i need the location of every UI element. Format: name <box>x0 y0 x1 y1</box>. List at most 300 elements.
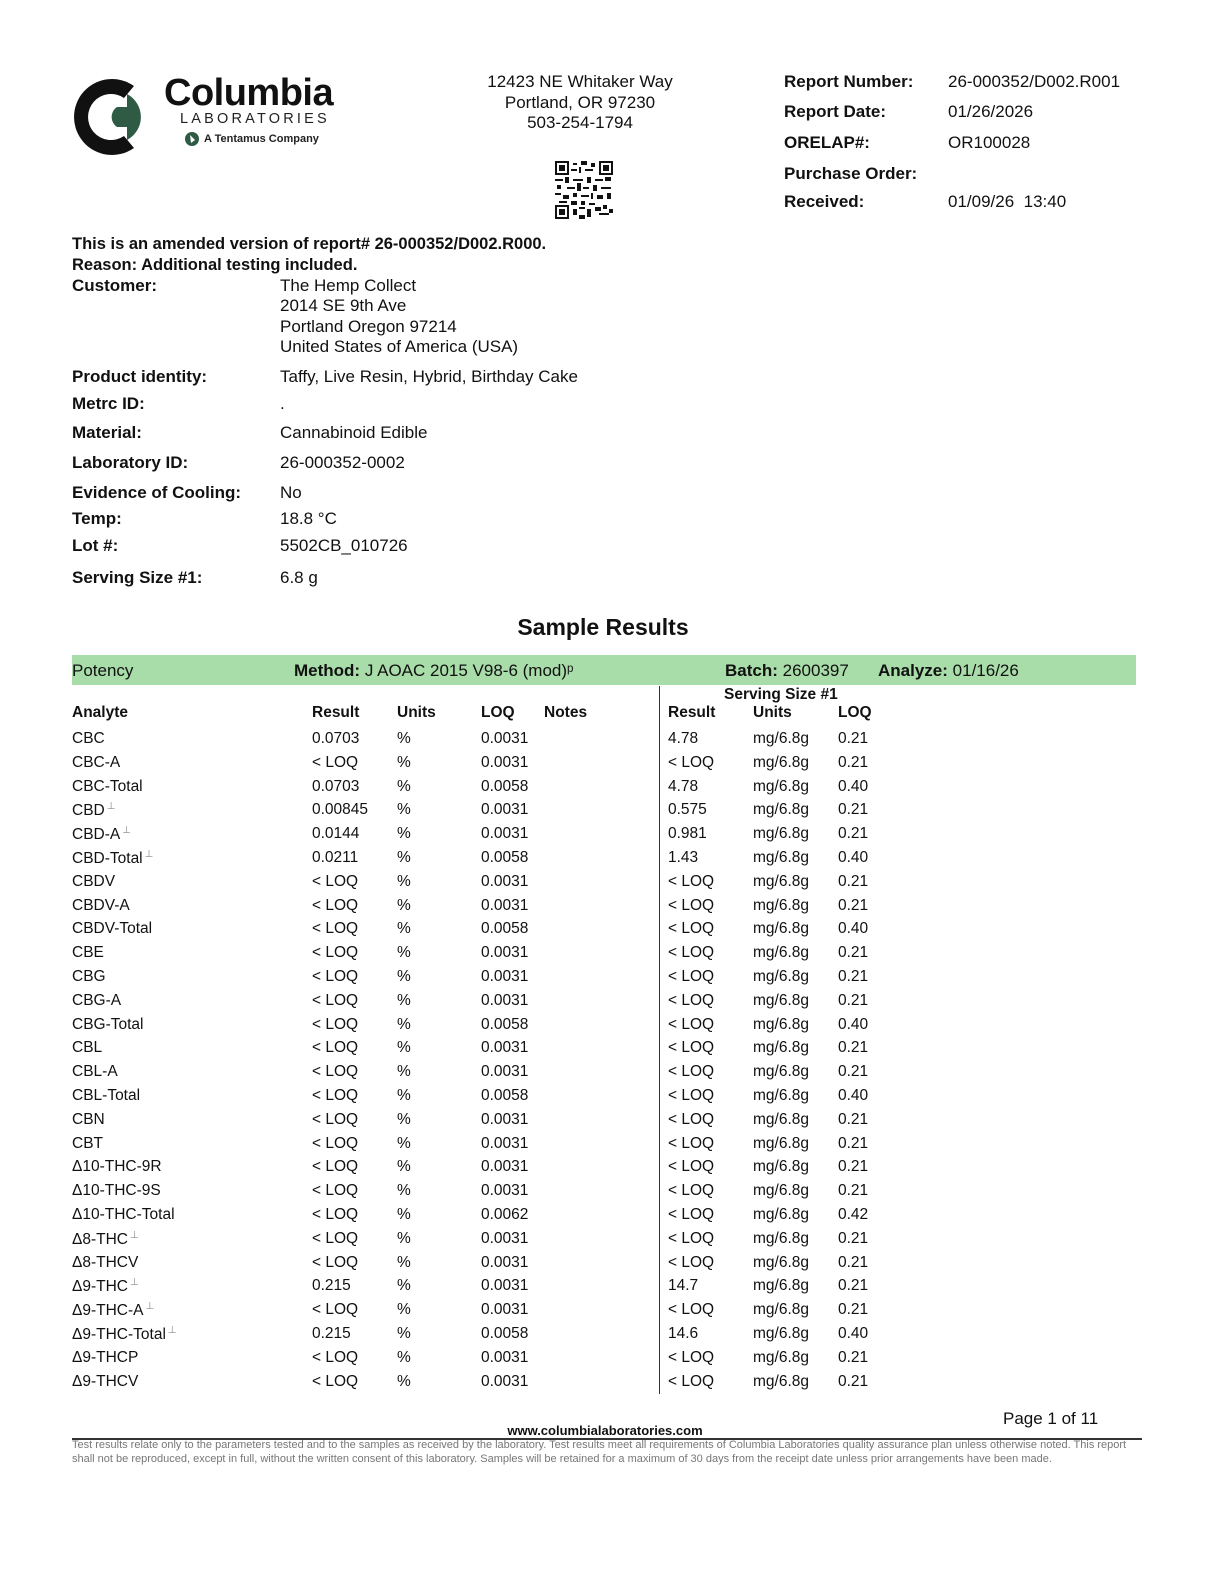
serving-units-cell-text: mg/6.8g <box>753 1206 810 1223</box>
analyte-cell-text: Δ9-THCP <box>72 1348 139 1366</box>
units-cell <box>397 1230 411 1248</box>
serving-loq-cell-text: 0.21 <box>838 1253 869 1271</box>
loq-cell <box>481 1301 528 1319</box>
analyte-cell <box>72 944 104 962</box>
units-cell-text: % <box>397 1325 411 1342</box>
evidence-of-cooling: No <box>280 483 302 502</box>
serving-units-cell <box>753 920 809 938</box>
table-row <box>0 801 1224 825</box>
result-cell-text: < LOQ <box>312 920 359 938</box>
analyte-cell <box>72 1111 105 1129</box>
units-cell-text: % <box>397 1348 411 1366</box>
serving-units-cell <box>753 825 809 843</box>
loq-cell-text: 0.0031 <box>481 1301 529 1319</box>
method-label: Method: <box>294 661 361 680</box>
serving-loq-cell <box>838 1373 868 1391</box>
serving-loq-cell-text: 0.21 <box>838 1277 869 1295</box>
result-cell-text: < LOQ <box>312 1372 359 1390</box>
serving-loq-cell <box>838 825 868 843</box>
serving-result-cell-text: 4.78 <box>668 777 699 795</box>
units-cell <box>397 1158 411 1176</box>
serving-units-cell <box>753 1254 809 1272</box>
header-serving-result: Result <box>668 704 716 721</box>
serving-loq-cell-text: 0.21 <box>838 1158 869 1176</box>
address-line-1: 12423 NE Whitaker Way <box>487 72 673 91</box>
lab-address <box>460 72 700 134</box>
result-cell <box>312 778 359 796</box>
serving-units-cell-text: mg/6.8g <box>753 968 810 985</box>
footnote-mark-icon: ⊥ <box>145 1301 155 1313</box>
serving-result-cell <box>668 1111 714 1129</box>
serving-result-cell-text: < LOQ <box>668 1372 715 1390</box>
analyte-cell-text: CBDV <box>72 872 116 890</box>
analyte-cell-text: CBD <box>72 802 105 820</box>
batch-value: 2600397 <box>782 661 849 680</box>
serving-size: 6.8 g <box>280 568 318 587</box>
loq-cell-text: 0.0031 <box>481 1110 529 1128</box>
units-cell-text: % <box>397 1229 411 1247</box>
customer-street: 2014 SE 9th Ave <box>280 296 407 315</box>
serving-result-cell-text: < LOQ <box>668 1182 715 1200</box>
tentamus-leaf-icon <box>184 131 200 147</box>
loq-cell <box>481 897 528 915</box>
result-cell <box>312 1254 358 1272</box>
serving-loq-cell <box>838 1349 868 1367</box>
units-cell-text: % <box>397 1039 411 1057</box>
result-cell <box>312 1230 358 1248</box>
address-line-2: Portland, OR 97230 <box>504 92 656 112</box>
footnote-mark-icon: ⊥ <box>130 1277 139 1289</box>
serving-units-cell <box>753 778 809 796</box>
method <box>294 661 573 681</box>
analyte-cell <box>72 754 120 772</box>
units-cell <box>397 1182 411 1200</box>
customer-city: Portland Oregon 97214 <box>280 317 457 336</box>
serving-units-cell <box>753 1039 809 1057</box>
batch <box>725 661 849 681</box>
header-units: Units <box>397 704 436 721</box>
analyte-cell-text: CBC-A <box>72 753 121 771</box>
loq-cell-text: 0.0058 <box>481 920 529 938</box>
serving-loq-cell-text: 0.21 <box>838 801 869 819</box>
serving-result-cell <box>668 1039 714 1057</box>
serving-result-cell-text: 14.7 <box>668 1277 699 1295</box>
logo-subtitle: LABORATORIES <box>180 111 330 127</box>
analyte-cell <box>72 1230 139 1249</box>
section-title: Sample Results <box>517 614 689 640</box>
result-cell <box>312 1135 358 1153</box>
analyte-cell-text: Δ9-THC-Total <box>72 1326 166 1344</box>
result-cell-text: 0.0703 <box>312 777 360 795</box>
footnote-mark-icon: ⊥ <box>144 849 154 860</box>
result-cell-text: < LOQ <box>312 1039 359 1057</box>
analyte-cell-text: CBC <box>72 730 105 747</box>
table-row <box>0 968 1224 992</box>
serving-result-cell <box>668 1206 714 1224</box>
serving-loq-cell <box>838 1016 868 1034</box>
loq-cell <box>481 1182 528 1200</box>
analyte-cell-text: CBD-A <box>72 826 121 844</box>
result-cell <box>312 920 358 938</box>
serving-result-cell <box>668 1277 698 1295</box>
units-cell-text: % <box>397 849 411 866</box>
serving-units-cell <box>753 1182 809 1200</box>
analyte-cell <box>72 1373 138 1391</box>
table-row <box>0 1349 1224 1373</box>
serving-loq-cell-text: 0.40 <box>838 849 869 866</box>
result-cell <box>312 1087 358 1105</box>
serving-units-cell <box>753 1230 809 1248</box>
loq-cell-text: 0.0031 <box>481 1277 529 1295</box>
table-row <box>0 944 1224 968</box>
serving-result-cell-text: < LOQ <box>668 1110 715 1128</box>
serving-units-cell <box>753 1135 809 1153</box>
loq-cell-text: 0.0031 <box>481 1348 529 1366</box>
report-date: 01/26/2026 <box>948 102 1034 121</box>
table-row <box>0 992 1224 1016</box>
amendment-reason: Reason: Additional testing included. <box>72 256 358 274</box>
units-cell <box>397 992 411 1010</box>
serving-units-cell <box>753 1349 809 1367</box>
units-cell-text: % <box>397 753 411 771</box>
analyte-cell <box>72 968 106 986</box>
serving-loq-cell-text: 0.42 <box>838 1206 869 1223</box>
product-identity-label: Product identity: <box>72 367 208 386</box>
serving-units-cell <box>753 1063 809 1081</box>
analyte-cell <box>72 1254 138 1272</box>
serving-units-cell-text: mg/6.8g <box>753 872 810 890</box>
serving-loq-cell-text: 0.21 <box>838 1110 869 1128</box>
loq-cell <box>481 754 528 772</box>
header-result: Result <box>312 704 360 721</box>
units-cell <box>397 897 411 915</box>
table-row <box>0 825 1224 849</box>
loq-cell-text: 0.0058 <box>481 1015 529 1033</box>
serving-units-cell <box>753 801 809 819</box>
serving-units-cell <box>753 968 809 986</box>
meta-label: Report Number: <box>784 72 914 91</box>
customer-label: Customer: <box>72 276 158 295</box>
result-cell-text: 0.215 <box>312 1277 351 1295</box>
loq-cell <box>481 1158 528 1176</box>
loq-cell <box>481 968 528 986</box>
loq-cell-text: 0.0058 <box>481 849 529 866</box>
serving-loq-cell <box>838 897 868 915</box>
result-cell <box>312 849 358 867</box>
company-logo <box>72 72 342 162</box>
analyte-cell <box>72 730 105 748</box>
serving-loq-cell <box>838 1230 868 1248</box>
result-cell <box>312 1373 358 1391</box>
table-row <box>0 1063 1224 1087</box>
serving-result-cell <box>668 1254 714 1272</box>
units-cell <box>397 1111 411 1129</box>
loq-cell <box>481 873 528 891</box>
serving-result-cell <box>668 1016 714 1034</box>
footnote-mark-icon: ⊥ <box>122 825 131 837</box>
table-row <box>0 1016 1224 1040</box>
result-cell-text: < LOQ <box>312 1301 359 1319</box>
serving-result-cell-text: < LOQ <box>668 1134 715 1152</box>
table-row <box>0 1301 1224 1325</box>
footnote-mark-icon: ⊥ <box>130 1229 139 1241</box>
website-link[interactable]: www.columbialaboratories.com <box>507 1423 703 1438</box>
loq-cell-text: 0.0031 <box>481 801 529 819</box>
serving-units-cell-text: mg/6.8g <box>753 1325 810 1342</box>
serving-units-cell-text: mg/6.8g <box>753 991 810 1009</box>
result-cell <box>312 801 368 819</box>
analyte-cell <box>72 849 153 868</box>
result-cell <box>312 825 359 843</box>
result-cell-text: 0.215 <box>312 1325 351 1342</box>
serving-result-cell-text: < LOQ <box>668 1253 715 1271</box>
result-cell <box>312 1349 358 1367</box>
serving-loq-cell-text: 0.21 <box>838 825 869 843</box>
serving-units-cell <box>753 1111 809 1129</box>
units-cell-text: % <box>397 1206 411 1223</box>
units-cell <box>397 1206 411 1224</box>
units-cell <box>397 778 411 796</box>
table-row <box>0 920 1224 944</box>
loq-cell <box>481 992 528 1010</box>
analyte-cell-text: CBG-A <box>72 991 122 1009</box>
serving-loq-cell <box>838 1158 868 1176</box>
customer-name: The Hemp Collect <box>280 276 417 295</box>
result-cell <box>312 1325 351 1343</box>
page-number: Page 1 of 11 <box>1003 1409 1099 1428</box>
loq-cell <box>481 1135 528 1153</box>
units-cell-text: % <box>397 801 411 819</box>
loq-cell <box>481 1373 528 1391</box>
batch-label: Batch: <box>725 661 778 680</box>
serving-loq-cell-text: 0.21 <box>838 1039 869 1057</box>
serving-result-cell <box>668 1135 714 1153</box>
serving-loq-cell <box>838 1111 868 1129</box>
loq-cell-text: 0.0031 <box>481 1134 529 1152</box>
table-row <box>0 1230 1224 1254</box>
serving-units-cell-text: mg/6.8g <box>753 1158 810 1176</box>
serving-result-cell-text: 1.43 <box>668 849 699 866</box>
serving-result-cell <box>668 873 714 891</box>
result-cell <box>312 1158 358 1176</box>
loq-cell-text: 0.0031 <box>481 825 529 843</box>
loq-cell <box>481 944 528 962</box>
units-cell-text: % <box>397 968 411 985</box>
serving-result-cell <box>668 968 714 986</box>
analyte-cell <box>72 778 143 796</box>
serving-loq-cell-text: 0.21 <box>838 968 869 985</box>
loq-cell-text: 0.0031 <box>481 1063 529 1081</box>
units-cell <box>397 968 411 986</box>
footnote-mark-icon: ⊥ <box>167 1325 177 1336</box>
units-cell <box>397 1325 411 1343</box>
units-cell-text: % <box>397 920 411 938</box>
loq-cell-text: 0.0031 <box>481 1158 529 1176</box>
serving-result-cell <box>668 730 698 748</box>
units-cell-text: % <box>397 1253 411 1271</box>
analyte-cell <box>72 897 130 915</box>
serving-size-label: Serving Size #1: <box>72 568 203 587</box>
serving-units-cell-text: mg/6.8g <box>753 944 810 962</box>
serving-result-cell-text: < LOQ <box>668 872 715 890</box>
material: Cannabinoid Edible <box>280 423 428 442</box>
loq-cell-text: 0.0031 <box>481 944 529 962</box>
serving-units-cell-text: mg/6.8g <box>753 1087 810 1104</box>
loq-cell <box>481 1039 528 1057</box>
serving-result-cell <box>668 1325 698 1343</box>
serving-loq-cell <box>838 1063 868 1081</box>
serving-loq-cell <box>838 801 868 819</box>
analyte-cell <box>72 1182 161 1200</box>
analyte-cell-text: Δ9-THC <box>72 1278 128 1296</box>
footnote-mark-icon: ⊥ <box>106 801 116 813</box>
serving-loq-cell-text: 0.40 <box>838 920 869 938</box>
result-cell <box>312 1039 358 1057</box>
serving-result-cell <box>668 1301 714 1319</box>
serving-loq-cell <box>838 873 868 891</box>
received-datetime: 01/09/26 13:40 <box>948 192 1067 211</box>
result-cell <box>312 968 358 986</box>
analyte-cell <box>72 1039 102 1057</box>
serving-units-cell-text: mg/6.8g <box>753 825 810 843</box>
analyte-cell <box>72 1016 144 1034</box>
meta-label: Received: <box>784 192 865 211</box>
serving-result-cell <box>668 1230 714 1248</box>
serving-units-cell-text: mg/6.8g <box>753 777 810 795</box>
serving-units-cell-text: mg/6.8g <box>753 730 810 747</box>
units-cell <box>397 1301 411 1319</box>
result-cell <box>312 730 359 748</box>
serving-loq-cell-text: 0.21 <box>838 1063 869 1081</box>
loq-cell <box>481 1206 528 1224</box>
qr-code-icon[interactable] <box>555 161 613 219</box>
units-cell <box>397 1087 411 1105</box>
units-cell-text: % <box>397 1134 411 1152</box>
serving-result-cell <box>668 1087 714 1105</box>
serving-loq-cell <box>838 1135 868 1153</box>
serving-loq-cell <box>838 1254 868 1272</box>
serving-loq-cell-text: 0.21 <box>838 753 869 771</box>
serving-result-cell <box>668 849 698 867</box>
columbia-c-logo-icon <box>72 72 162 162</box>
loq-cell <box>481 1349 528 1367</box>
serving-result-cell-text: < LOQ <box>668 1039 715 1057</box>
table-row <box>0 1277 1224 1301</box>
customer-country: United States of America (USA) <box>280 337 519 356</box>
loq-cell <box>481 801 528 819</box>
units-cell <box>397 825 411 843</box>
loq-cell-text: 0.0031 <box>481 1229 529 1247</box>
result-cell-text: < LOQ <box>312 1229 359 1247</box>
units-cell-text: % <box>397 1063 411 1081</box>
serving-units-cell <box>753 849 809 867</box>
meta-label: ORELAP#: <box>784 133 870 152</box>
result-cell-text: < LOQ <box>312 944 359 962</box>
result-cell <box>312 1111 358 1129</box>
result-cell-text: < LOQ <box>312 1110 359 1128</box>
loq-cell-text: 0.0058 <box>481 1087 529 1104</box>
loq-cell <box>481 1063 528 1081</box>
analyte-cell-text: Δ10-THC-Total <box>72 1206 175 1223</box>
orelap-number: OR100028 <box>948 133 1031 152</box>
serving-units-cell-text: mg/6.8g <box>753 1277 810 1295</box>
loq-cell-text: 0.0031 <box>481 1039 529 1057</box>
units-cell-text: % <box>397 991 411 1009</box>
serving-units-cell <box>753 992 809 1010</box>
loq-cell <box>481 1277 528 1295</box>
serving-result-cell <box>668 920 714 938</box>
loq-cell-text: 0.0031 <box>481 1372 529 1390</box>
serving-result-cell-text: < LOQ <box>668 753 715 771</box>
analyte-cell <box>72 1277 139 1296</box>
serving-units-cell-text: mg/6.8g <box>753 1229 810 1247</box>
table-row <box>0 1206 1224 1230</box>
serving-result-cell <box>668 1373 714 1391</box>
analyte-cell-text: CBT <box>72 1134 103 1152</box>
result-cell-text: < LOQ <box>312 991 359 1009</box>
units-cell <box>397 873 411 891</box>
analyte-cell <box>72 873 115 891</box>
lot-number-label: Lot #: <box>72 536 119 555</box>
serving-units-cell <box>753 1016 809 1034</box>
serving-loq-cell <box>838 730 868 748</box>
logo-tagline: A Tentamus Company <box>204 133 319 145</box>
logo-wordmark: Columbia <box>164 72 334 114</box>
units-cell <box>397 1277 411 1295</box>
analyte-cell-text: CBL-Total <box>72 1087 141 1104</box>
table-row <box>0 730 1224 754</box>
serving-loq-cell <box>838 968 868 986</box>
units-cell <box>397 1135 411 1153</box>
analyze-date <box>878 661 1019 681</box>
serving-units-cell <box>753 1277 809 1295</box>
analyte-cell-text: CBG <box>72 968 106 985</box>
result-cell <box>312 873 358 891</box>
table-row <box>0 1039 1224 1063</box>
serving-units-cell-text: mg/6.8g <box>753 849 810 866</box>
analyte-cell-text: Δ10-THC-9S <box>72 1182 161 1200</box>
serving-result-cell <box>668 992 714 1010</box>
serving-loq-cell-text: 0.21 <box>838 730 869 747</box>
method-value: J AOAC 2015 V98-6 (mod)ᵖ <box>364 661 574 680</box>
header-serving-loq: LOQ <box>838 704 872 721</box>
serving-result-cell-text: < LOQ <box>668 1206 715 1223</box>
serving-units-cell <box>753 1087 809 1105</box>
analyte-cell-text: CBD-Total <box>72 850 143 868</box>
analyte-cell <box>72 1325 177 1344</box>
serving-loq-cell-text: 0.21 <box>838 1348 869 1366</box>
serving-units-cell-text: mg/6.8g <box>753 1039 810 1057</box>
serving-loq-cell-text: 0.21 <box>838 944 869 962</box>
serving-result-cell <box>668 1349 714 1367</box>
table-row <box>0 1254 1224 1278</box>
loq-cell-text: 0.0031 <box>481 753 529 771</box>
result-cell <box>312 897 358 915</box>
serving-units-cell <box>753 1325 809 1343</box>
loq-cell-text: 0.0031 <box>481 991 529 1009</box>
serving-result-cell-text: < LOQ <box>668 1087 715 1104</box>
serving-result-cell <box>668 825 707 843</box>
serving-loq-cell <box>838 754 868 772</box>
loq-cell <box>481 849 528 867</box>
serving-result-cell <box>668 801 707 819</box>
result-cell-text: < LOQ <box>312 1063 359 1081</box>
serving-loq-cell-text: 0.21 <box>838 872 869 890</box>
result-cell <box>312 1301 358 1319</box>
serving-units-cell-text: mg/6.8g <box>753 1134 810 1152</box>
result-cell-text: < LOQ <box>312 1015 359 1033</box>
temp: 18.8 °C <box>280 509 337 528</box>
